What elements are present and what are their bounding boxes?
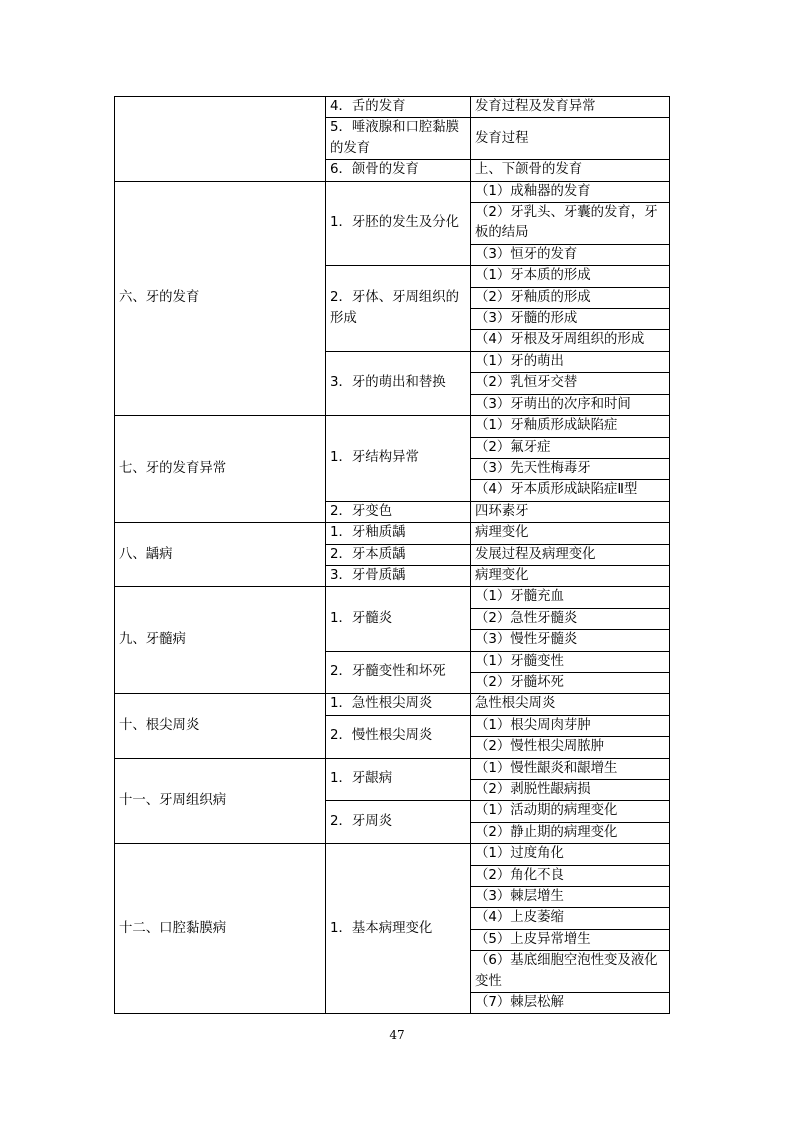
content-cell: （4）上皮萎缩	[471, 908, 670, 929]
content-cell: （1）成釉器的发育	[471, 181, 670, 202]
content-cell: （2）角化不良	[471, 865, 670, 886]
content-cell: （2）乳恒牙交替	[471, 373, 670, 394]
unit-cell: 4．舌的发育	[326, 97, 471, 118]
content-cell: 病理变化	[471, 523, 670, 544]
content-cell: 发展过程及病理变化	[471, 544, 670, 565]
page-number: 47	[389, 1028, 405, 1042]
table-row	[115, 97, 670, 118]
chapter-cell: 八、龋病	[115, 523, 326, 587]
unit-cell: 2．慢性根尖周炎	[326, 715, 471, 758]
syllabus-table-body	[115, 97, 670, 1014]
content-cell: （1）慢性龈炎和龈增生	[471, 758, 670, 779]
unit-cell: 2．牙体、牙周组织的形成	[326, 266, 471, 352]
unit-cell: 5．唾液腺和口腔黏膜的发育	[326, 118, 471, 160]
content-cell: （3）牙髓的形成	[471, 309, 670, 330]
chapter-cell: 十、根尖周炎	[115, 694, 326, 758]
content-cell: （4）牙本质形成缺陷症Ⅱ型	[471, 480, 670, 501]
content-cell: （2）急性牙髓炎	[471, 608, 670, 629]
unit-cell: 2．牙髓变性和坏死	[326, 651, 471, 694]
content-cell: 发育过程及发育异常	[471, 97, 670, 118]
unit-cell: 1．牙髓炎	[326, 587, 471, 651]
content-cell: 急性根尖周炎	[471, 694, 670, 715]
content-cell: 四环素牙	[471, 501, 670, 522]
unit-cell: 3．牙的萌出和替换	[326, 351, 471, 415]
unit-cell: 1．基本病理变化	[326, 844, 471, 1014]
table-row	[115, 181, 670, 202]
content-cell: （2）牙髓坏死	[471, 672, 670, 693]
table-row	[115, 844, 670, 865]
table-row	[115, 587, 670, 608]
content-cell: （3）牙萌出的次序和时间	[471, 394, 670, 415]
content-cell: （2）氟牙症	[471, 437, 670, 458]
unit-cell: 1．急性根尖周炎	[326, 694, 471, 715]
content-cell: 病理变化	[471, 565, 670, 586]
content-cell: （1）牙的萌出	[471, 351, 670, 372]
content-cell: （3）先天性梅毒牙	[471, 458, 670, 479]
unit-cell: 3．牙骨质龋	[326, 565, 471, 586]
chapter-cell: 七、牙的发育异常	[115, 416, 326, 523]
content-cell: （2）静止期的病理变化	[471, 822, 670, 843]
chapter-cell: 十一、牙周组织病	[115, 758, 326, 844]
content-cell: （1）活动期的病理变化	[471, 801, 670, 822]
table-row	[115, 694, 670, 715]
chapter-cell	[115, 97, 326, 182]
content-cell: （1）根尖周肉芽肿	[471, 715, 670, 736]
unit-cell: 1．牙龈病	[326, 758, 471, 801]
content-cell: （2）慢性根尖周脓肿	[471, 737, 670, 758]
content-cell: （3）恒牙的发育	[471, 244, 670, 265]
content-cell: （3）棘层增生	[471, 887, 670, 908]
content-cell: （2）牙釉质的形成	[471, 287, 670, 308]
content-cell: （2）牙乳头、牙囊的发育，牙板的结局	[471, 203, 670, 245]
table-row	[115, 416, 670, 437]
unit-cell: 6．颌骨的发育	[326, 160, 471, 181]
syllabus-table	[114, 96, 670, 1014]
chapter-cell: 六、牙的发育	[115, 181, 326, 415]
chapter-cell: 十二、口腔黏膜病	[115, 844, 326, 1014]
table-row	[115, 758, 670, 779]
unit-cell: 1．牙结构异常	[326, 416, 471, 502]
content-cell: （7）棘层松解	[471, 993, 670, 1014]
table-row	[115, 523, 670, 544]
content-cell: （1）牙釉质形成缺陷症	[471, 416, 670, 437]
content-cell: （1）牙髓充血	[471, 587, 670, 608]
content-cell: 上、下颌骨的发育	[471, 160, 670, 181]
content-cell: （4）牙根及牙周组织的形成	[471, 330, 670, 351]
unit-cell: 2．牙周炎	[326, 801, 471, 844]
content-cell: （1）过度角化	[471, 844, 670, 865]
content-cell: 发育过程	[471, 118, 670, 160]
unit-cell: 2．牙变色	[326, 501, 471, 522]
content-cell: （3）慢性牙髓炎	[471, 630, 670, 651]
chapter-cell: 九、牙髓病	[115, 587, 326, 694]
content-cell: （2）剥脱性龈病损	[471, 780, 670, 801]
unit-cell: 2．牙本质龋	[326, 544, 471, 565]
content-cell: （5）上皮异常增生	[471, 929, 670, 950]
content-cell: （1）牙髓变性	[471, 651, 670, 672]
content-cell: （1）牙本质的形成	[471, 266, 670, 287]
content-cell: （6）基底细胞空泡性变及液化变性	[471, 951, 670, 993]
unit-cell: 1．牙胚的发生及分化	[326, 181, 471, 266]
unit-cell: 1．牙釉质龋	[326, 523, 471, 544]
